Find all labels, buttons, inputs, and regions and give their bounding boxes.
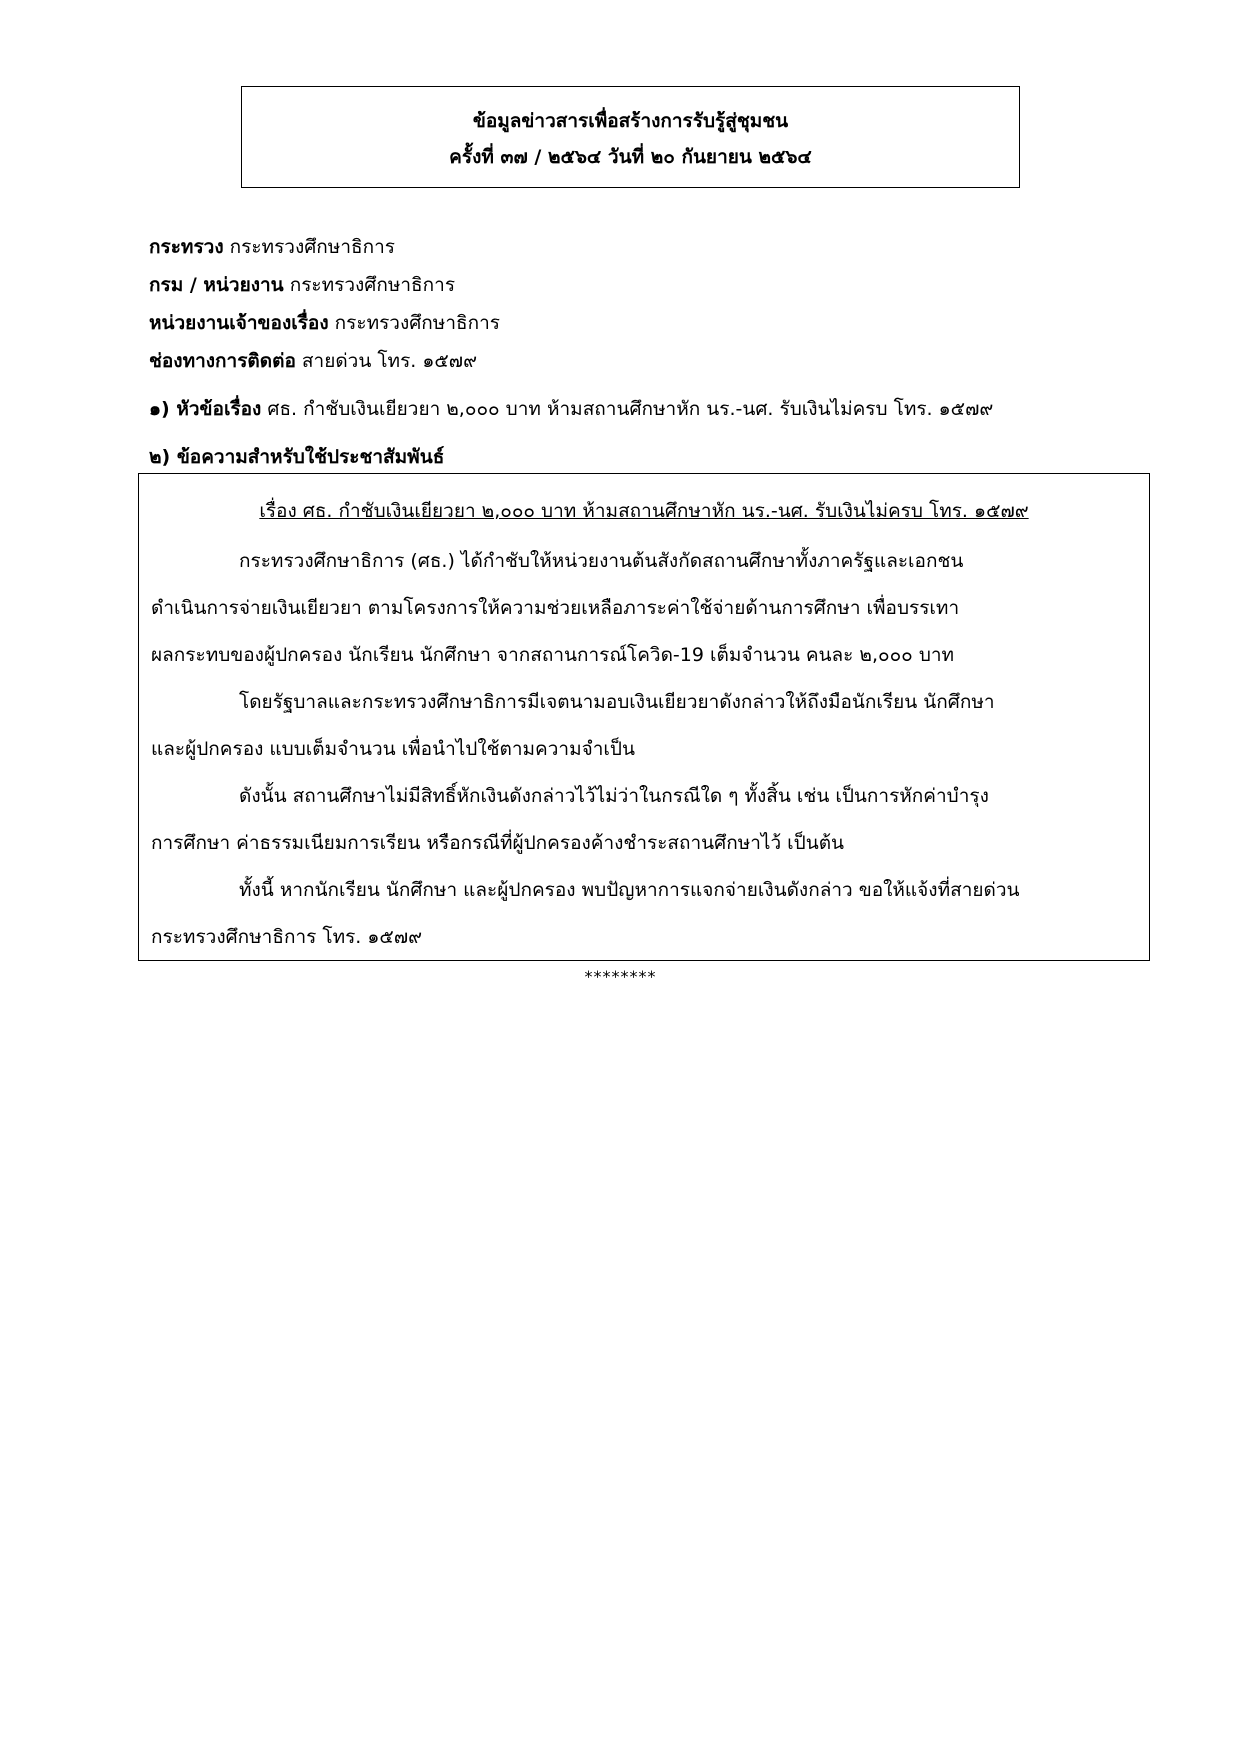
press-line: ทั้งนี้ หากนักเรียน นักศึกษา และผู้ปกครอง พบปัญหาการแจกจ่ายเงินดังกล่าว ขอให้แจ้งที่สายด่วน: [239, 879, 1020, 901]
press-release-box: [138, 473, 1150, 961]
meta-contact: [149, 346, 477, 376]
meta-owner-value: กระทรวงศึกษาธิการ: [334, 312, 500, 334]
press-line: และผู้ปกครอง แบบเต็มจำนวน เพื่อนำไปใช้ตามความจำเป็น: [151, 738, 635, 760]
meta-ministry-value: กระทรวงศึกษาธิการ: [229, 236, 395, 258]
section-2-heading: [149, 442, 444, 472]
section-1-value: ศธ. กำชับเงินเยียวยา ๒,๐๐๐ บาท ห้ามสถานศึกษาหัก นร.-นศ. รับเงินไม่ครบ โทร. ๑๕๗๙: [267, 398, 994, 420]
header-title: ข้อมูลข่าวสารเพื่อสร้างการรับรู้สู่ชุมชน: [472, 110, 789, 132]
header-box: [241, 86, 1020, 188]
press-line: ดังนั้น สถานศึกษาไม่มีสิทธิ์หักเงินดังกล่าวไว้ไม่ว่าในกรณีใด ๆ ทั้งสิ้น เช่น เป็นการหักค่าบำรุง: [239, 785, 989, 807]
end-mark: ********: [584, 967, 657, 986]
section-1-subject: [149, 394, 993, 424]
press-line: กระทรวงศึกษาธิการ โทร. ๑๕๗๙: [151, 926, 423, 948]
section-2-label: ๒) ข้อความสำหรับใช้ประชาสัมพันธ์: [149, 446, 445, 468]
meta-department-value: กระทรวงศึกษาธิการ: [289, 274, 456, 296]
meta-owner-label: หน่วยงานเจ้าของเรื่อง: [149, 312, 329, 334]
press-line: ผลกระทบของผู้ปกครอง นักเรียน นักศึกษา จากสถานการณ์โควิด-19 เต็มจำนวน คนละ ๒,๐๐๐ บาท: [151, 644, 955, 666]
press-line: การศึกษา ค่าธรรมเนียมการเรียน หรือกรณีที่ผู้ปกครองค้างชำระสถานศึกษาไว้ เป็นต้น: [151, 832, 845, 854]
meta-contact-value: สายด่วน โทร. ๑๕๗๙: [301, 350, 478, 372]
press-line: ดำเนินการจ่ายเงินเยียวยา ตามโครงการให้ความช่วยเหลือภาระค่าใช้จ่ายด้านการศึกษา เพื่อบรรเทา: [151, 597, 960, 619]
section-1-label: ๑) หัวข้อเรื่อง: [149, 398, 262, 420]
header-issue-date: ครั้งที่ ๓๗ / ๒๕๖๔ วันที่ ๒๐ กันยายน ๒๕๖๔: [449, 146, 812, 168]
meta-ministry: [149, 232, 395, 262]
meta-owner: [149, 308, 500, 338]
meta-department-label: กรม / หน่วยงาน: [149, 274, 284, 296]
meta-contact-label: ช่องทางการติดต่อ: [149, 350, 296, 372]
press-line: กระทรวงศึกษาธิการ (ศธ.) ได้กำชับให้หน่วยงานต้นสังกัดสถานศึกษาทั้งภาครัฐและเอกชน: [239, 550, 964, 572]
meta-department: [149, 270, 455, 300]
meta-ministry-label: กระทรวง: [149, 236, 224, 258]
press-line: โดยรัฐบาลและกระทรวงศึกษาธิการมีเจตนามอบเงินเยียวยาดังกล่าวให้ถึงมือนักเรียน นักศึกษา: [239, 691, 995, 713]
press-release-title: เรื่อง ศธ. กำชับเงินเยียวยา ๒,๐๐๐ บาท ห้ามสถานศึกษาหัก นร.-นศ. รับเงินไม่ครบ โทร. ๑๕๗๙: [259, 500, 1029, 522]
